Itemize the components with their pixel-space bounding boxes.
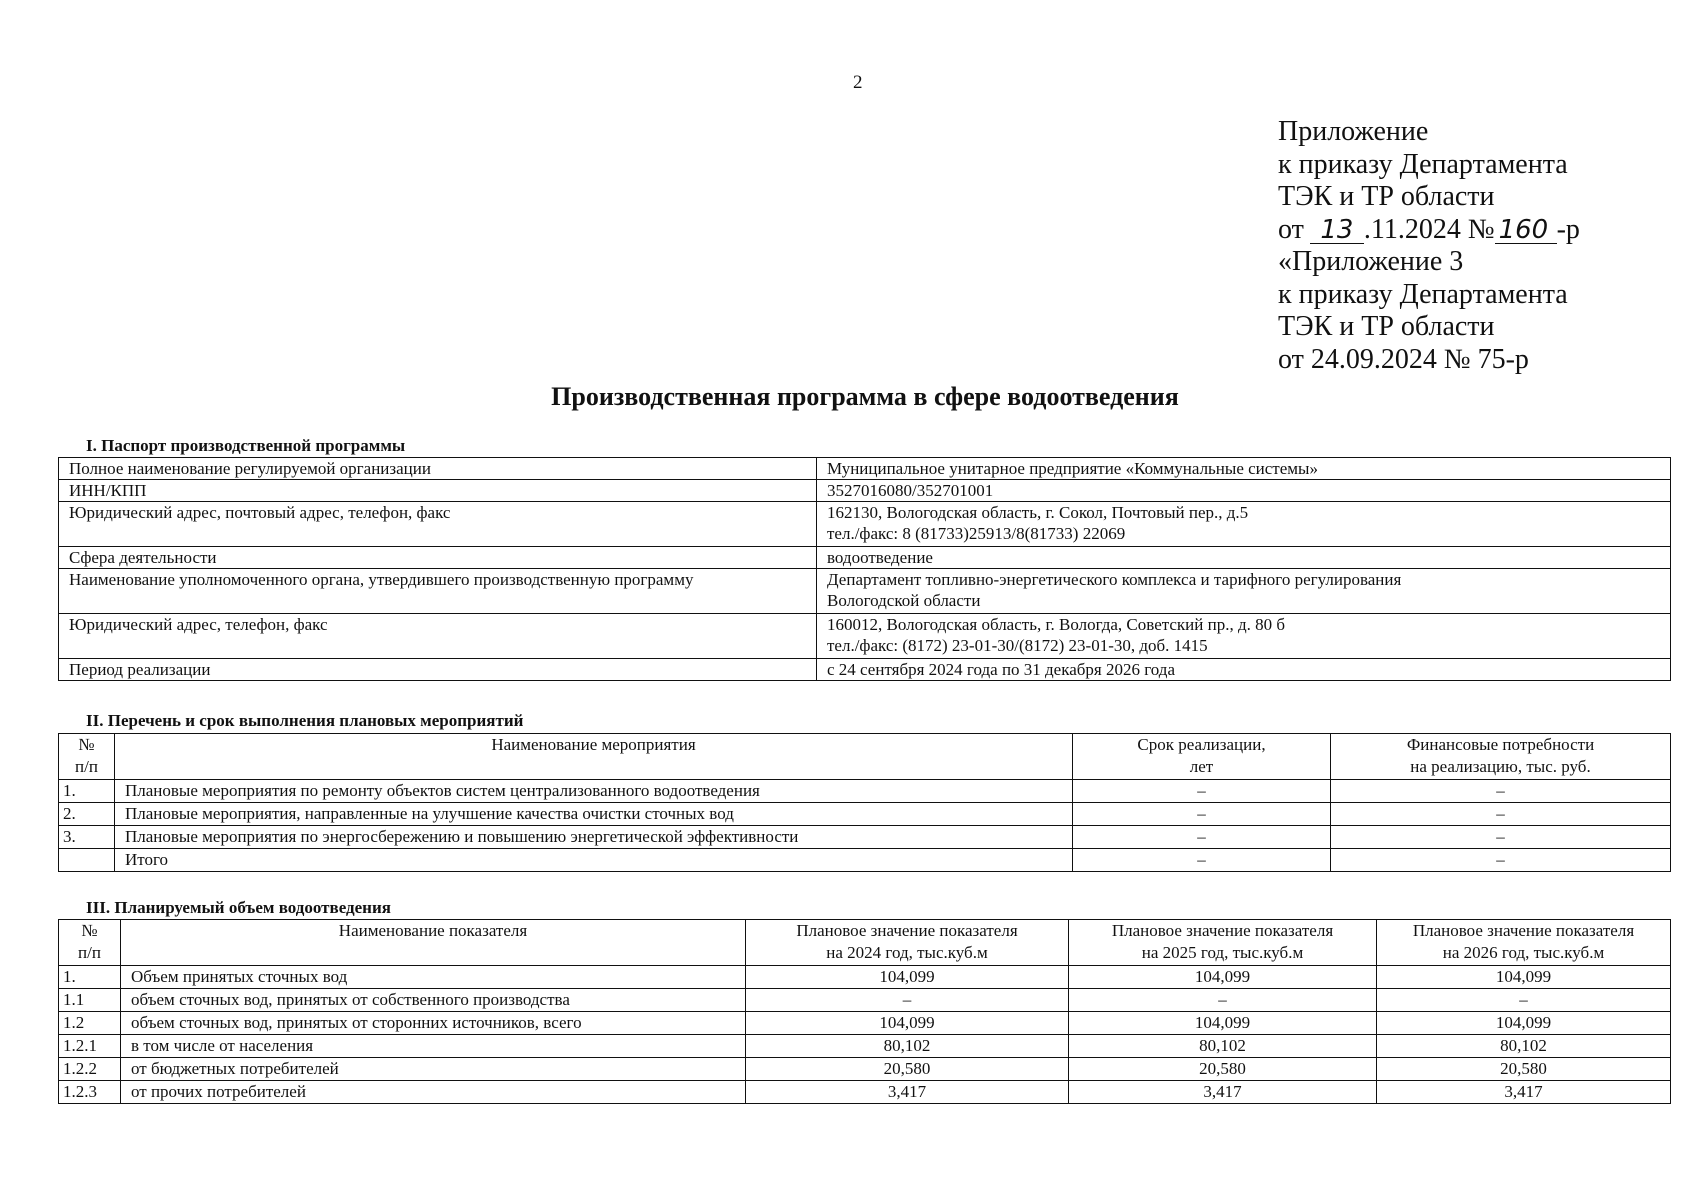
passport-label: Полное наименование регулируемой организации bbox=[59, 458, 817, 480]
table-row bbox=[59, 1081, 1671, 1104]
table-row bbox=[59, 1058, 1671, 1081]
value-2024: – bbox=[746, 989, 1069, 1012]
passport-value: Муниципальное унитарное предприятие «Коммунальные системы» bbox=[817, 458, 1671, 480]
value-2024: 80,102 bbox=[746, 1035, 1069, 1058]
passport-value: 162130, Вологодская область, г. Сокол, Почтовый пер., д.5 тел./факс: 8 (81733)25913/8(81733) 22069 bbox=[817, 502, 1671, 547]
measures-table bbox=[58, 733, 1671, 872]
table-row bbox=[59, 547, 1671, 569]
order-suffix: -р bbox=[1556, 213, 1580, 245]
column-header: № п/п bbox=[59, 734, 115, 780]
table-row bbox=[59, 803, 1671, 826]
document-title: Производственная программа в сфере водоотведения bbox=[551, 382, 1179, 411]
appendix-order-line bbox=[1278, 214, 1580, 247]
table-header-row bbox=[59, 734, 1671, 780]
table-row bbox=[59, 458, 1671, 480]
row-number: 1.2.1 bbox=[59, 1035, 121, 1058]
appendix-line: «Приложение 3 bbox=[1278, 246, 1464, 277]
value-2026: – bbox=[1377, 989, 1671, 1012]
measure-name: Плановые мероприятия по энергосбережению и повышению энергетической эффективности bbox=[115, 826, 1073, 849]
indicator-name: объем сточных вод, принятых от собственного производства bbox=[121, 989, 746, 1012]
value-2024: 20,580 bbox=[746, 1058, 1069, 1081]
value-2024: 104,099 bbox=[746, 966, 1069, 989]
passport-label: Юридический адрес, телефон, факс bbox=[59, 614, 817, 659]
order-date-prefix: от bbox=[1278, 213, 1304, 245]
row-number: 1. bbox=[59, 966, 121, 989]
page-number: 2 bbox=[853, 72, 863, 93]
value-2026: 20,580 bbox=[1377, 1058, 1671, 1081]
passport-value: Департамент топливно-энергетического комплекса и тарифного регулирования Вологодской области bbox=[817, 569, 1671, 614]
table-header-row bbox=[59, 920, 1671, 966]
section-1-title: I. Паспорт производственной программы bbox=[86, 436, 406, 455]
passport-value: водоотведение bbox=[817, 547, 1671, 569]
table-row bbox=[59, 1035, 1671, 1058]
indicator-name: объем сточных вод, принятых от сторонних источников, всего bbox=[121, 1012, 746, 1035]
measure-term: – bbox=[1073, 826, 1331, 849]
row-number: 1. bbox=[59, 780, 115, 803]
table-row-total bbox=[59, 849, 1671, 872]
table-row bbox=[59, 614, 1671, 659]
table-row bbox=[59, 1012, 1671, 1035]
measure-finance: – bbox=[1331, 780, 1671, 803]
appendix-line: к приказу Департамента bbox=[1278, 278, 1568, 310]
value-2026: 104,099 bbox=[1377, 966, 1671, 989]
appendix-line: ТЭК и ТР области bbox=[1278, 181, 1495, 212]
value-2025: 80,102 bbox=[1069, 1035, 1377, 1058]
value-2025: 3,417 bbox=[1069, 1081, 1377, 1104]
value-2026: 3,417 bbox=[1377, 1081, 1671, 1104]
order-date-middle: .11.2024 № bbox=[1363, 213, 1495, 245]
column-header: Наименование показателя bbox=[121, 920, 746, 966]
measure-term: – bbox=[1073, 849, 1331, 872]
passport-value: с 24 сентября 2024 года по 31 декабря 2026 года bbox=[817, 659, 1671, 681]
row-number: 2. bbox=[59, 803, 115, 826]
row-number: 3. bbox=[59, 826, 115, 849]
measure-name: Плановые мероприятия, направленные на улучшение качества очистки сточных вод bbox=[115, 803, 1073, 826]
indicator-name: Объем принятых сточных вод bbox=[121, 966, 746, 989]
passport-label: Юридический адрес, почтовый адрес, телефон, факс bbox=[59, 502, 817, 547]
column-header: Наименование мероприятия bbox=[115, 734, 1073, 780]
measure-name: Плановые мероприятия по ремонту объектов систем централизованного водоотведения bbox=[115, 780, 1073, 803]
measure-term: – bbox=[1073, 780, 1331, 803]
value-2025: 20,580 bbox=[1069, 1058, 1377, 1081]
passport-label: Сфера деятельности bbox=[59, 547, 817, 569]
appendix-line: к приказу Департамента bbox=[1278, 148, 1568, 180]
table-row bbox=[59, 502, 1671, 547]
appendix-line: ТЭК и ТР области bbox=[1278, 311, 1495, 342]
appendix-block bbox=[1278, 116, 1580, 376]
measure-finance: – bbox=[1331, 803, 1671, 826]
value-2026: 104,099 bbox=[1377, 1012, 1671, 1035]
handwritten-order-number: 160 bbox=[1495, 217, 1557, 244]
value-2024: 104,099 bbox=[746, 1012, 1069, 1035]
table-row bbox=[59, 966, 1671, 989]
row-number: 1.2 bbox=[59, 1012, 121, 1035]
passport-label: ИНН/КПП bbox=[59, 480, 817, 502]
column-header: Плановое значение показателя на 2025 год, тыс.куб.м bbox=[1069, 920, 1377, 966]
passport-label: Наименование уполномоченного органа, утвердившего производственную программу bbox=[59, 569, 817, 614]
table-row bbox=[59, 569, 1671, 614]
table-row bbox=[59, 480, 1671, 502]
appendix-line: Приложение bbox=[1278, 116, 1429, 147]
measure-finance: – bbox=[1331, 826, 1671, 849]
value-2025: – bbox=[1069, 989, 1377, 1012]
section-2-title: II. Перечень и срок выполнения плановых мероприятий bbox=[86, 711, 524, 730]
indicator-name: от бюджетных потребителей bbox=[121, 1058, 746, 1081]
column-header: Срок реализации, лет bbox=[1073, 734, 1331, 780]
row-number bbox=[59, 849, 115, 872]
indicator-name: от прочих потребителей bbox=[121, 1081, 746, 1104]
measure-name: Итого bbox=[115, 849, 1073, 872]
measure-finance: – bbox=[1331, 849, 1671, 872]
value-2025: 104,099 bbox=[1069, 966, 1377, 989]
value-2025: 104,099 bbox=[1069, 1012, 1377, 1035]
table-row bbox=[59, 989, 1671, 1012]
row-number: 1.1 bbox=[59, 989, 121, 1012]
handwritten-day: 13 bbox=[1310, 217, 1364, 244]
column-header: № п/п bbox=[59, 920, 121, 966]
row-number: 1.2.2 bbox=[59, 1058, 121, 1081]
value-2026: 80,102 bbox=[1377, 1035, 1671, 1058]
measure-term: – bbox=[1073, 803, 1331, 826]
passport-table bbox=[58, 457, 1671, 681]
passport-value: 3527016080/352701001 bbox=[817, 480, 1671, 502]
column-header: Плановое значение показателя на 2026 год, тыс.куб.м bbox=[1377, 920, 1671, 966]
appendix-line: от 24.09.2024 № 75-р bbox=[1278, 343, 1529, 375]
row-number: 1.2.3 bbox=[59, 1081, 121, 1104]
table-row bbox=[59, 780, 1671, 803]
column-header: Плановое значение показателя на 2024 год, тыс.куб.м bbox=[746, 920, 1069, 966]
table-row bbox=[59, 659, 1671, 681]
indicator-name: в том числе от населения bbox=[121, 1035, 746, 1058]
value-2024: 3,417 bbox=[746, 1081, 1069, 1104]
volume-table bbox=[58, 919, 1671, 1104]
passport-value: 160012, Вологодская область, г. Вологда, Советский пр., д. 80 б тел./факс: (8172) 23-01-30/(8172) 23-01-30, доб. 1415 bbox=[817, 614, 1671, 659]
table-row bbox=[59, 826, 1671, 849]
column-header: Финансовые потребности на реализацию, тыс. руб. bbox=[1331, 734, 1671, 780]
passport-label: Период реализации bbox=[59, 659, 817, 681]
section-3-title: III. Планируемый объем водоотведения bbox=[86, 898, 391, 917]
